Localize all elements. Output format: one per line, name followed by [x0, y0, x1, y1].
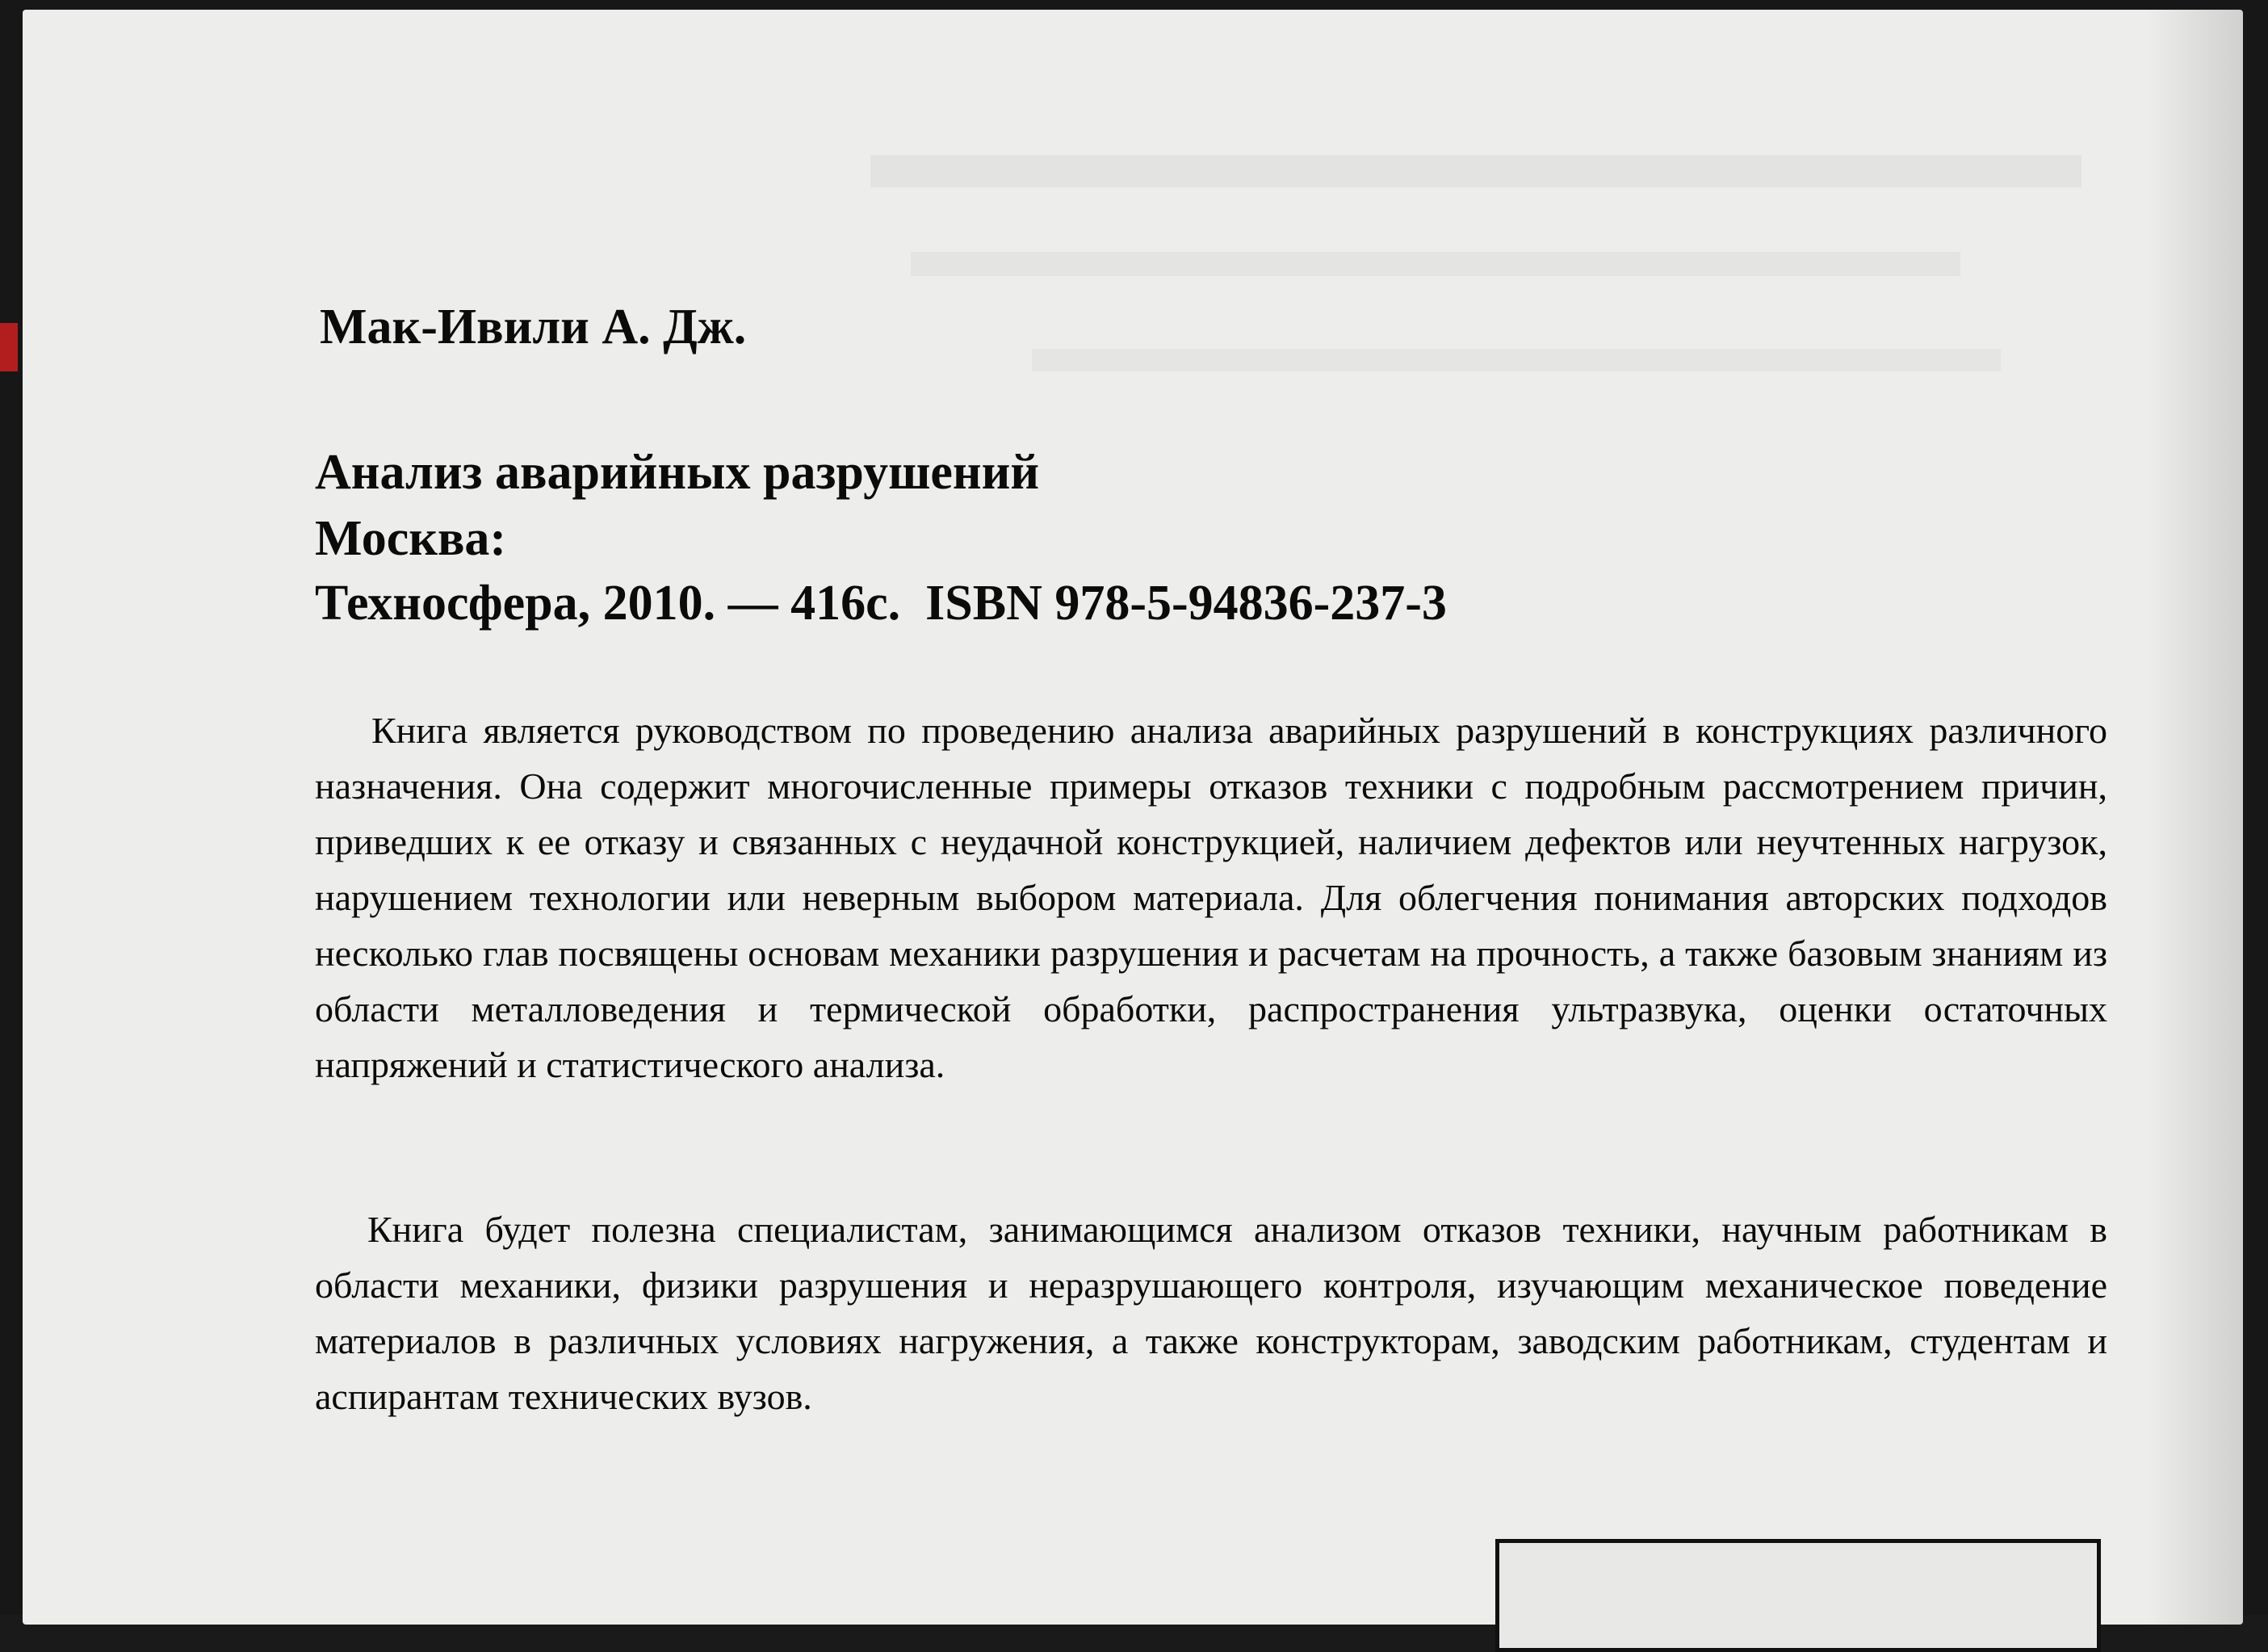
book-title: Анализ аварийных разрушений	[315, 445, 1040, 500]
bleed-through-ghost	[911, 252, 1960, 276]
audience-paragraph: Книга будет полезна специалистам, занимающимся анализом отказов техники, научным работникам в области механики, физики разрушения и неразрушающего контроля, изучающим механическое поведение материалов в различных условиях нагружения, а также конструкторам, заводским работникам, студентам и аспирантам технических вузов.	[315, 1209, 2107, 1417]
page-curve-shadow	[2146, 10, 2243, 1625]
bleed-through-ghost	[870, 155, 2081, 187]
abstract-paragraph: Книга является руководством по проведению анализа аварийных разрушений в конструкциях различного назначения. Она содержит многочисленные примеры отказов техники с подробным рассмотрением причин, приведших к ее отказу и связанных с неудачной конструкцией, наличием дефектов или неучтенных нагрузок, нарушением технологии или неверным выбором материала. Для облегчения понимания авторских подходов несколько глав посвящены основам механики разрушения и расчетам на прочность, а также базовым знаниям из области металловедения и термической обработки, распространения ультразвука, оценки остаточных напряжений и статистического анализа.	[315, 710, 2107, 1085]
isbn: ISBN 978-5-94836-237-3	[925, 576, 1447, 631]
publisher-year-pages: Техносфера, 2010. — 416с.	[315, 576, 901, 631]
publication-city: Москва:	[315, 511, 507, 566]
book-page	[23, 10, 2243, 1625]
stamp-box	[1495, 1539, 2101, 1652]
book-edge-red	[0, 323, 18, 371]
publisher-info	[315, 575, 1447, 632]
bleed-through-ghost	[1032, 349, 2001, 371]
author: Мак-Ивили А. Дж.	[320, 300, 747, 354]
